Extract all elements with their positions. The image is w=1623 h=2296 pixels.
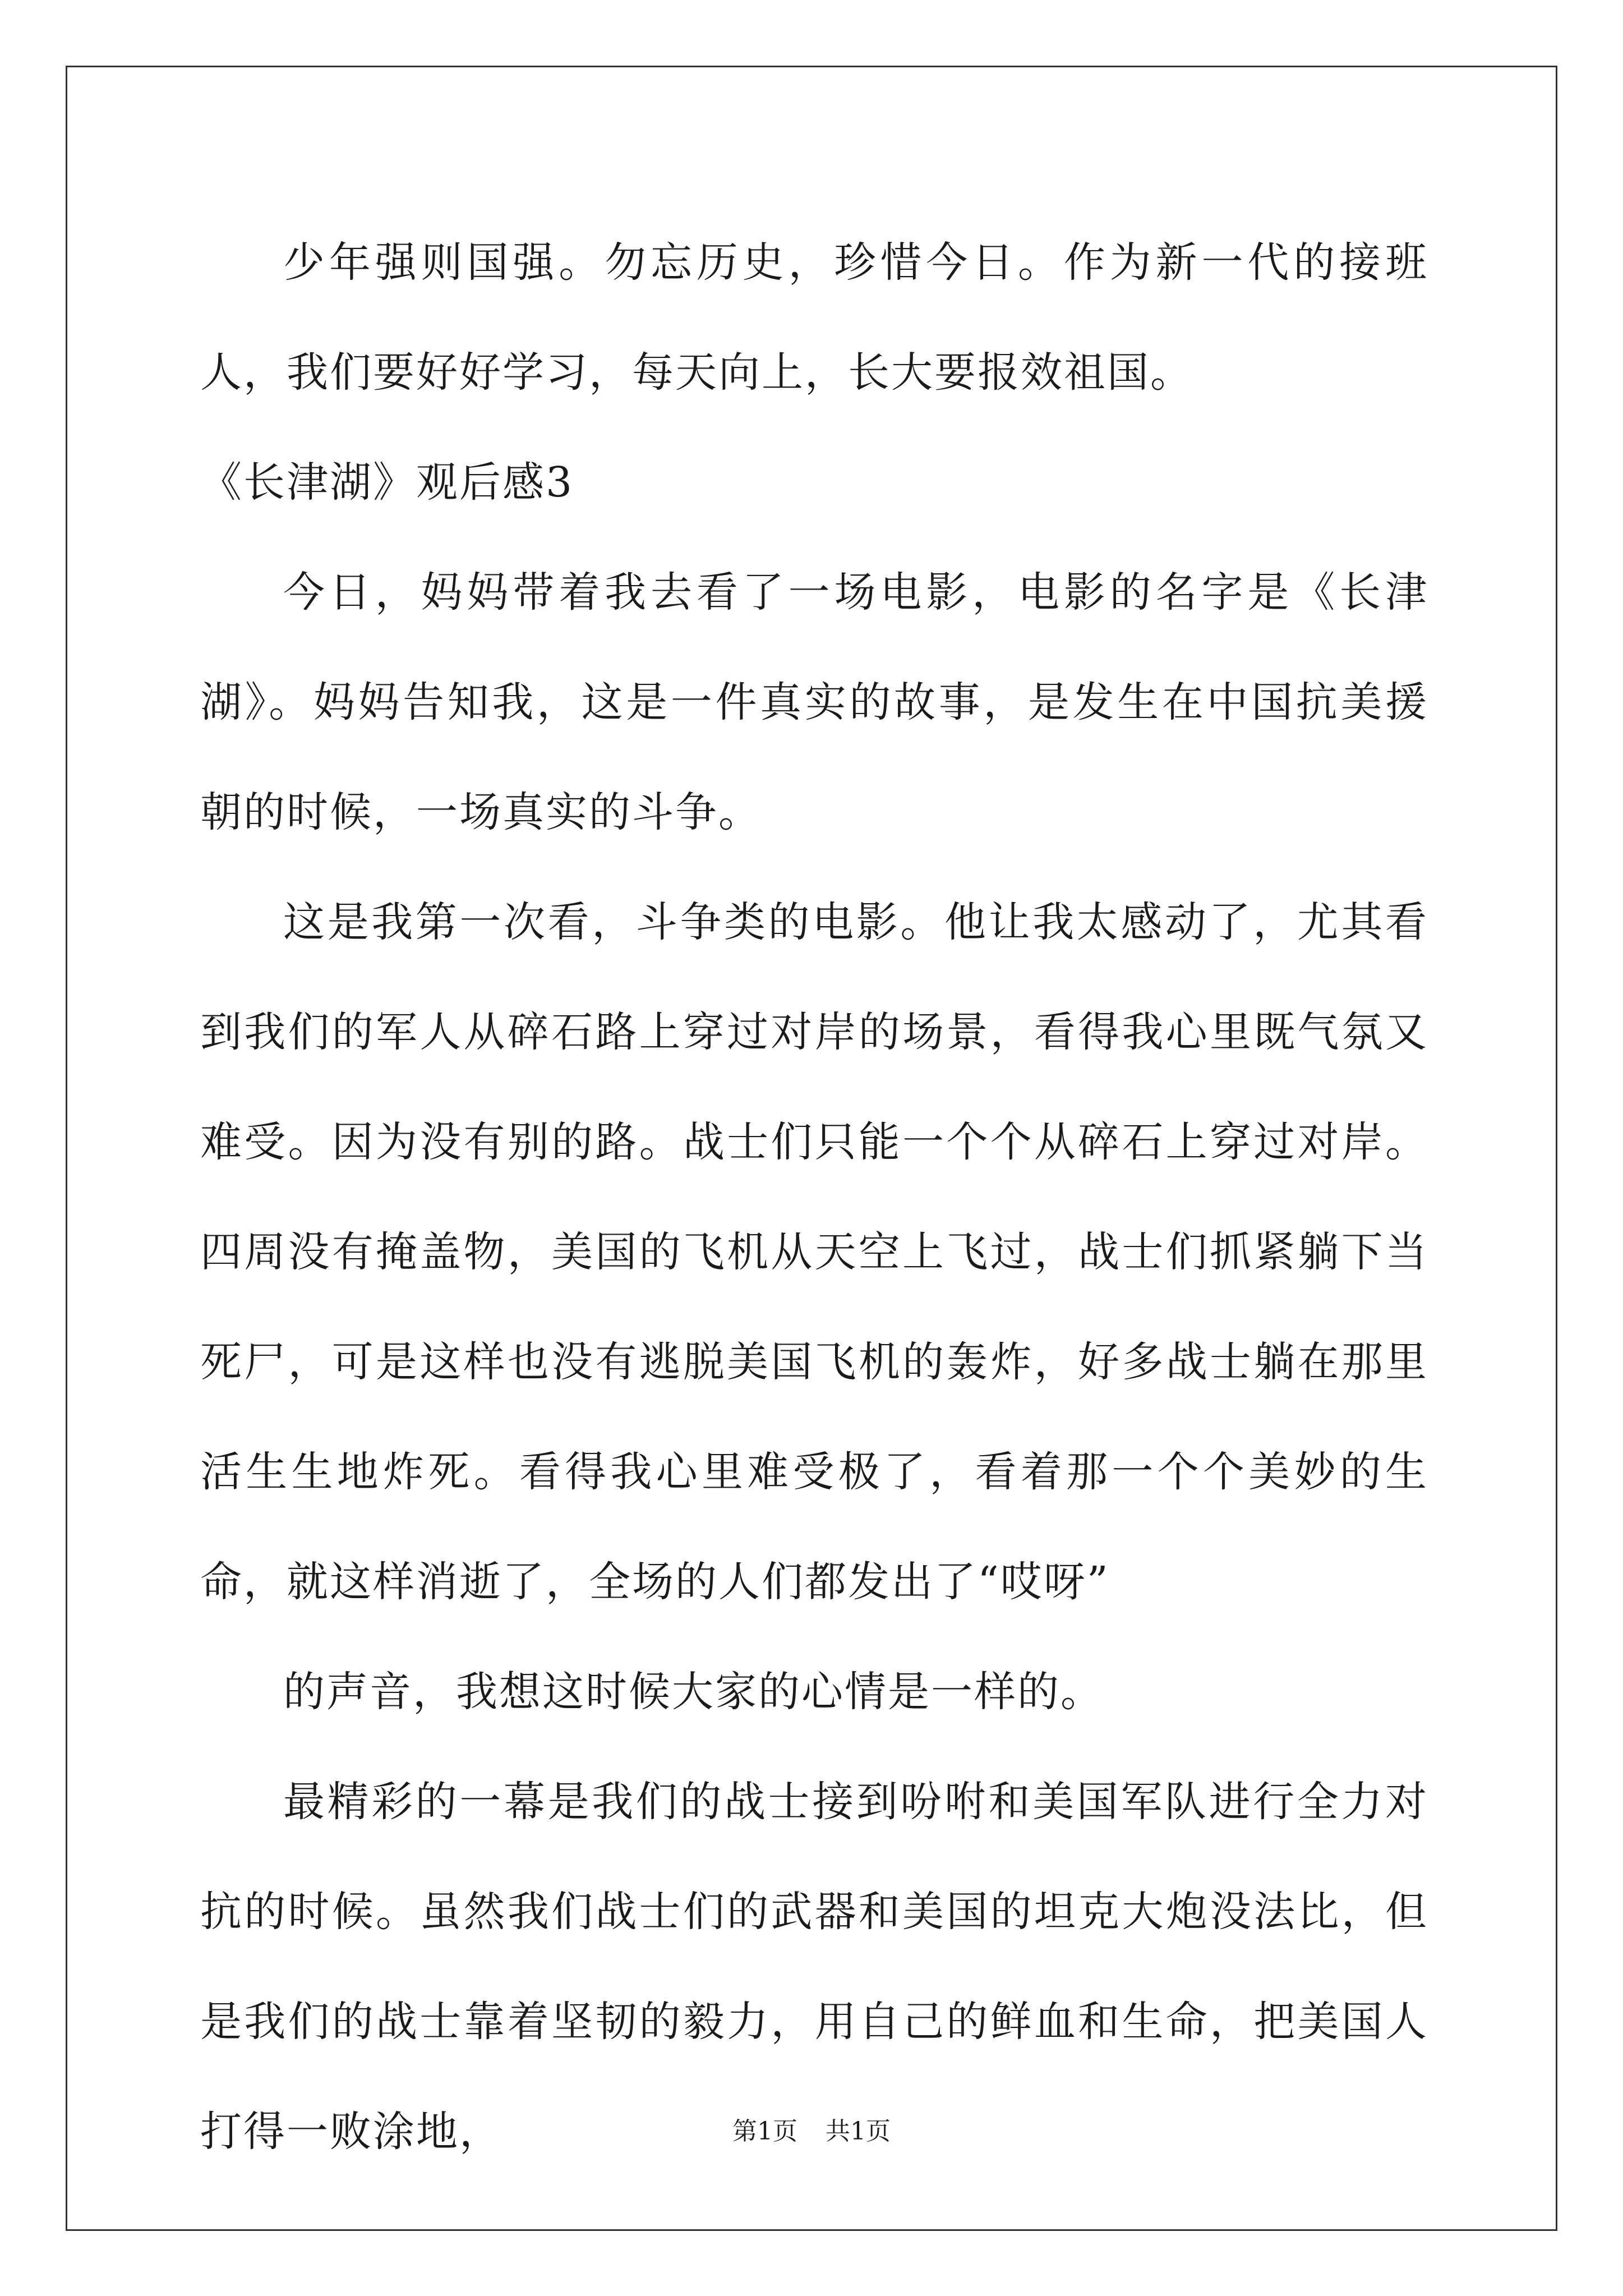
page-number: 第1页: [732, 2117, 797, 2146]
paragraph-3: 这是我第一次看，斗争类的电影。他让我太感动了，尤其看到我们的军人从碎石路上穿过对岸的场景，看得我心里既气氛又难受。因为没有别的路。战士们只能一个个从碎石上穿过对岸。四周没有掩盖物，美国的飞机从天空上飞过，战士们抓紧躺下当死尸，可是这样也没有逃脱美国飞机的轰炸，好多战士躺在那里活生生地炸死。看得我心里难受极了，看着那一个个美妙的生命，就这样消逝了，全场的人们都发出了“哎呀”: [200, 898, 1428, 1606]
page-footer: [0, 2115, 1623, 2148]
paragraph-4: 的声音，我想这时候大家的心情是一样的。: [283, 1668, 1104, 1716]
document-body: [200, 208, 1428, 2187]
paragraph-1: 少年强则国强。勿忘历史，珍惜今日。作为新一代的接班人，我们要好好学习，每天向上，长大要报效祖国。: [200, 238, 1428, 397]
page-total: 共1页: [826, 2117, 891, 2146]
paragraph-5: 最精彩的一幕是我们的战士接到吩咐和美国军队进行全力对抗的时候。虽然我们战士们的武器和美国的坦克大炮没法比，但是我们的战士靠着坚韧的毅力，用自己的鲜血和生命，把美国人打得一败涂地，: [200, 1778, 1428, 2156]
section-heading: 《长津湖》观后感3: [200, 458, 574, 507]
paragraph-2: 今日，妈妈带着我去看了一场电影，电影的名字是《长津湖》。妈妈告知我，这是一件真实的故事，是发生在中国抗美援朝的时候，一场真实的斗争。: [200, 568, 1428, 836]
